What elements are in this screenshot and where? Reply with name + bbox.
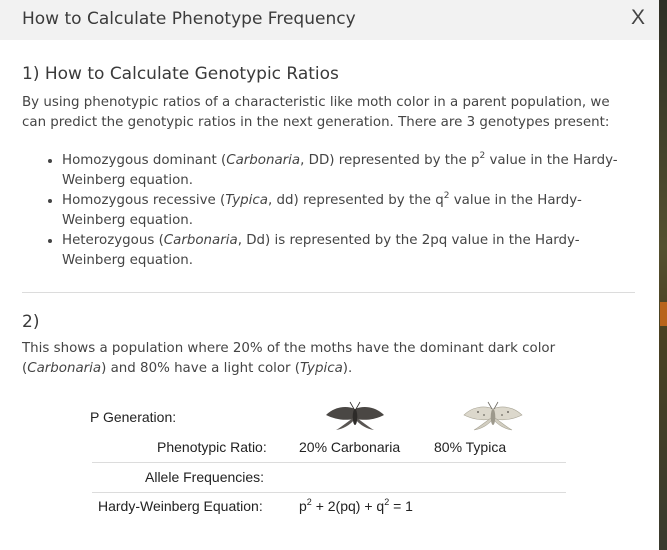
section1-intro: By using phenotypic ratios of a characteristic like moth color in a parent population, we can predict the genotypic ratios in the next generation. There are 3 genotypes present: [22,95,610,130]
genotype-item-heterozygous: • Heterozygous (Carbonaria, Dd) is represented by the 2pq value in the Hardy-Weinberg equation. [62,231,635,271]
table-divider [92,492,566,493]
modal-content [0,64,659,519]
typica-moth-icon [462,401,524,431]
p-generation-label: P Generation: [90,409,177,425]
section-divider [22,292,635,293]
modal-header [0,0,659,40]
section1-heading: 1) How to Calculate Genotypic Ratios [22,64,339,84]
hardy-weinberg-equation: $p^2 + 2(pq) + q^2 = 1$ [299,497,413,514]
background-marker [660,302,667,326]
section2-description: This shows a population where 20% of the moths have the dominant dark color (Carbonaria) and 80% have a light color (Typica). [22,341,556,376]
modal-title: How to Calculate Phenotype Frequency [22,9,356,29]
carbonaria-moth-icon [324,401,386,431]
genotype-list [22,151,635,271]
genotype-item-dd: • Homozygous dominant (Carbonaria, DD) represented by the $p^2$ value in the Hardy-Weinberg equation. [62,151,635,191]
carbonaria-ratio-value: 20% Carbonaria [299,439,401,455]
population-table [22,379,635,519]
section2 [22,312,635,519]
genotype-item-recessive: • Homozygous recessive (Typica, dd) represented by the $q^2$ value in the Hardy-Weinberg equation. [62,191,635,231]
allele-frequencies-label: Allele Frequencies: [145,469,265,485]
hardy-weinberg-label: Hardy-Weinberg Equation: [98,498,263,514]
close-button[interactable]: X [630,6,645,29]
typica-ratio-value: 80% Typica [434,439,507,455]
section2-heading: 2) [22,312,40,332]
phenotypic-ratio-label: Phenotypic Ratio: [157,439,267,455]
table-divider [92,462,566,463]
